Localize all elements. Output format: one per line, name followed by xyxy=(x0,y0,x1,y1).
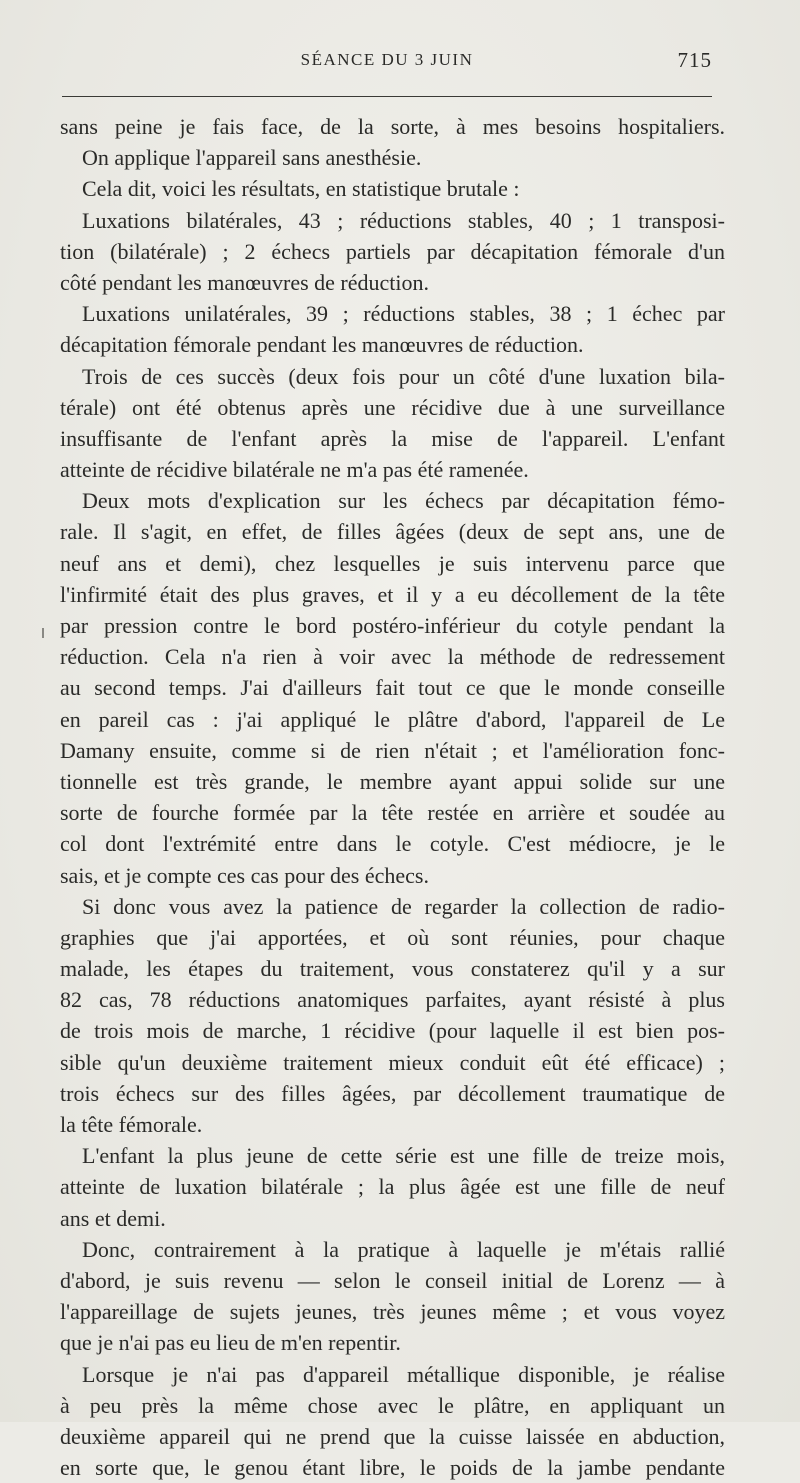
text-line: en sorte que, le genou étant libre, le poids de la jambe pendante xyxy=(60,1455,725,1481)
text-line: L'enfant la plus jeune de cette série est une fille de treize mois, xyxy=(82,1143,725,1169)
text-line: Luxations unilatérales, 39 ; réductions stables, 38 ; 1 échec par xyxy=(82,301,725,327)
text-line: Deux mots d'explication sur les échecs par décapitation fémo- xyxy=(82,488,725,514)
text-line: sible qu'un deuxième traitement mieux conduit eût été efficace) ; xyxy=(60,1049,725,1075)
text-line: à peu près la même chose avec le plâtre, en appliquant un xyxy=(60,1392,725,1418)
text-line: insuffisante de l'enfant après la mise de l'appareil. L'enfant xyxy=(60,425,725,451)
text-line: décapitation fémorale pendant les manœuvres de réduction. xyxy=(60,332,584,358)
margin-mark xyxy=(42,628,44,638)
text-line: malade, les étapes du traitement, vous constaterez qu'il y a sur xyxy=(60,956,725,982)
text-line: trois échecs sur des filles âgées, par décollement traumatique de xyxy=(60,1080,725,1106)
text-line: Damany ensuite, comme si de rien n'était ; et l'amélioration fonc- xyxy=(60,737,725,763)
text-line: atteinte de récidive bilatérale ne m'a pas été ramenée. xyxy=(60,457,529,483)
text-line: sorte de fourche formée par la tête restée en arrière et soudée au xyxy=(60,800,725,826)
text-line: 82 cas, 78 réductions anatomiques parfaites, ayant résisté à plus xyxy=(60,987,725,1013)
text-line: sans peine je fais face, de la sorte, à mes besoins hospitaliers. xyxy=(60,114,725,139)
text-line: l'infirmité était des plus graves, et il y a eu décollement de la tête xyxy=(60,581,725,607)
text-line: Cela dit, voici les résultats, en statistique brutale : xyxy=(82,176,520,202)
text-line: tionnelle est très grande, le membre ayant appui solide sur une xyxy=(60,768,725,794)
text-line: neuf ans et demi), chez lesquelles je suis intervenu parce que xyxy=(60,550,725,576)
text-line: l'appareillage de sujets jeunes, très jeunes même ; et vous voyez xyxy=(60,1299,725,1325)
text-line: d'abord, je suis revenu — selon le conseil initial de Lorenz — à xyxy=(60,1267,725,1293)
header-rule xyxy=(62,96,712,97)
text-line: térale) ont été obtenus après une récidive due à une surveillance xyxy=(60,394,725,420)
text-line: Lorsque je n'ai pas d'appareil métallique disponible, je réalise xyxy=(82,1361,725,1387)
text-line: au second temps. J'ai d'ailleurs fait tout ce que le monde conseille xyxy=(60,675,725,701)
text-line: Donc, contrairement à la pratique à laquelle je m'étais rallié xyxy=(82,1236,725,1262)
page-number: 715 xyxy=(677,48,712,72)
body-text xyxy=(60,111,725,1483)
text-line: ans et demi. xyxy=(60,1205,166,1231)
text-line: col dont l'extrémité entre dans le cotyle. C'est médiocre, je le xyxy=(60,831,725,857)
text-line: atteinte de luxation bilatérale ; la plus âgée est une fille de neuf xyxy=(60,1174,725,1200)
running-head xyxy=(62,46,712,76)
text-line: Luxations bilatérales, 43 ; réductions stables, 40 ; 1 transposi- xyxy=(82,207,725,233)
text-line: en pareil cas : j'ai appliqué le plâtre d'abord, l'appareil de Le xyxy=(60,706,725,732)
text-line: graphies que j'ai apportées, et où sont réunies, pour chaque xyxy=(60,924,725,950)
text-line: côté pendant les manœuvres de réduction. xyxy=(60,269,429,295)
text-line: On applique l'appareil sans anesthésie. xyxy=(82,145,422,171)
running-title: SÉANCE DU 3 JUIN xyxy=(300,50,474,69)
text-line: réduction. Cela n'a rien à voir avec la méthode de redressement xyxy=(60,644,725,670)
text-line: sais, et je compte ces cas pour des échecs. xyxy=(60,862,429,888)
text-line: la tête fémorale. xyxy=(60,1112,203,1137)
text-line: Trois de ces succès (deux fois pour un côté d'une luxation bila- xyxy=(82,363,725,389)
text-line: par pression contre le bord postéro-inférieur du cotyle pendant la xyxy=(60,613,725,638)
text-line: Si donc vous avez la patience de regarder la collection de radio- xyxy=(82,893,725,919)
text-line: de trois mois de marche, 1 récidive (pour laquelle il est bien pos- xyxy=(60,1018,725,1044)
text-line: que je n'ai pas eu lieu de m'en repentir. xyxy=(60,1330,401,1356)
text-line: deuxième appareil qui ne prend que la cuisse laissée en abduction, xyxy=(60,1423,725,1449)
text-line: rale. Il s'agit, en effet, de filles âgées (deux de sept ans, une de xyxy=(60,519,725,545)
text-line: tion (bilatérale) ; 2 échecs partiels par décapitation fémorale d'un xyxy=(60,238,725,264)
